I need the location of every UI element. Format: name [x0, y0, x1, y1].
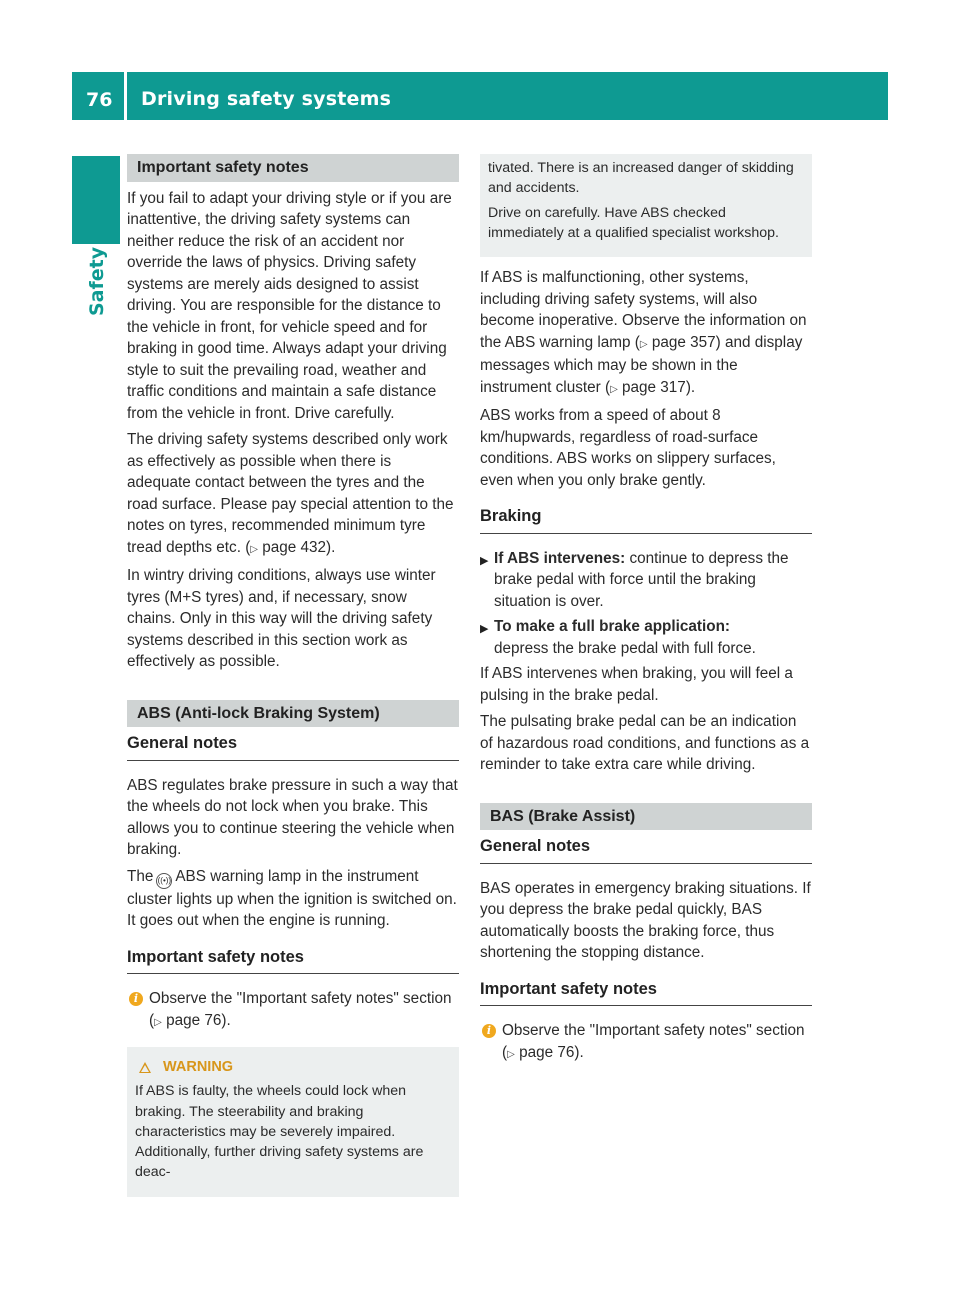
- paragraph: If ABS intervenes when braking, you will feel a pulsing in the brake pedal.: [480, 665, 793, 704]
- info-note: i Observe the "Important safety notes" section (▷ page 76).: [480, 1020, 812, 1065]
- subheading-general-notes: General notes: [127, 733, 459, 761]
- paragraph: The driving safety systems described only work as effectively as possible when there is adequate contact between the tyres and the road surface. Please pay special attention to the notes on tyres, recommended minimum tyre tread depths etc. (▷ page 432).: [127, 431, 454, 556]
- step-arrow-icon: ▶: [480, 623, 489, 636]
- warning-heading: WARNING: [135, 1057, 449, 1077]
- subheading-general-notes: General notes: [480, 836, 812, 864]
- paragraph: ABS regulates brake pressure in such a way that the wheels do not lock when you brake. This allows you to continue steering the vehicle when braking.: [127, 776, 458, 858]
- warning-text: tivated. There is an increased danger of skidding and accidents.: [488, 160, 794, 197]
- paragraph: The ((•)) ABS warning lamp in the instrument cluster lights up when the ignition is switched on. It goes out when the engine is running.: [127, 867, 457, 929]
- warning-triangle-icon: [139, 1062, 151, 1073]
- abs-warning-lamp-icon: ((•)): [156, 873, 172, 889]
- page-ref-arrow-icon: ▷: [507, 1048, 515, 1060]
- subheading-braking: Braking: [480, 506, 812, 534]
- side-tab-label: Safety: [86, 246, 108, 316]
- header-divider: [124, 72, 127, 120]
- paragraph: In wintry driving conditions, always use winter tyres (M+S tyres) and, if necessary, snow chains. Only in this way will the driving safety systems described in this section work as effectively as possible.: [127, 567, 436, 670]
- page-ref-arrow-icon: ▷: [610, 383, 618, 395]
- warning-box-continued: [480, 154, 812, 257]
- warning-text: If ABS is faulty, the wheels could lock when braking. The steerability and braking characteristics may be severely impaired. Additionally, further driving safety systems are deac-: [135, 1083, 424, 1181]
- right-column: [480, 154, 812, 1071]
- warning-box: [127, 1047, 459, 1197]
- page-ref-arrow-icon: ▷: [250, 543, 258, 555]
- instruction-step: ▶ If ABS intervenes: continue to depress the brake pedal with force until the braking situation is over.: [480, 549, 789, 610]
- paragraph: ABS works from a speed of about 8 km/hupwards, regardless of road-surface conditions. ABS works on slippery surfaces, even when you only brake gently.: [480, 407, 776, 489]
- subheading-important-safety-notes: Important safety notes: [127, 947, 459, 975]
- page-ref-link[interactable]: page 357) and display messages which may be shown in the instrument cluster (: [480, 333, 803, 396]
- info-icon: i: [482, 1024, 496, 1038]
- page-ref-link[interactable]: page 432).: [262, 538, 336, 556]
- section-title-abs: ABS (Anti-lock Braking System): [127, 700, 459, 728]
- section-title-safety-notes: Important safety notes: [127, 154, 459, 182]
- page-ref-arrow-icon: ▷: [154, 1016, 162, 1028]
- section-title-bas: BAS (Brake Assist): [480, 803, 812, 831]
- side-tab-block: [72, 156, 120, 244]
- info-icon: i: [129, 992, 143, 1006]
- page-number: 76: [86, 89, 113, 111]
- page-ref-link[interactable]: page 317).: [622, 378, 696, 396]
- warning-text: Drive on carefully. Have ABS checked immediately at a qualified specialist workshop.: [488, 204, 779, 241]
- subheading-important-safety-notes: Important safety notes: [480, 979, 812, 1007]
- page-ref-link[interactable]: page 76).: [519, 1043, 584, 1061]
- paragraph: The pulsating brake pedal can be an indication of hazardous road conditions, and functions as a reminder to take extra care while driving.: [480, 713, 810, 774]
- left-column: [127, 154, 459, 1197]
- step-arrow-icon: ▶: [480, 554, 489, 567]
- page-ref-link[interactable]: page 76).: [166, 1011, 231, 1029]
- page-ref-arrow-icon: ▷: [639, 338, 648, 350]
- instruction-step: ▶ To make a full brake application: depress the brake pedal with full force.: [480, 618, 756, 657]
- paragraph: BAS operates in emergency braking situations. If you depress the brake pedal quickly, BAS automatically boosts the braking force, thus shortening the stopping distance.: [480, 879, 811, 962]
- paragraph: If ABS is malfunctioning, other systems, including driving safety systems, will also become inoperative. Observe the information on the ABS warning lamp (▷ page 357) and display messages which may be shown in the instrument cluster (▷ page 317).: [480, 269, 807, 396]
- info-note: i Observe the "Important safety notes" section (▷ page 76).: [127, 988, 459, 1033]
- paragraph: If you fail to adapt your driving style or if you are inattentive, the driving safety systems can neither reduce the risk of an accident nor override the laws of physics. Driving safety systems are merely aids designed to assist driving. You are responsible for the distance to the vehicle in front, for vehicle speed and for braking in good time. Always adapt your driving style to suit the prevailing road, weather and traffic conditions and maintain a safe distance from the vehicle in front. Drive carefully.: [127, 189, 452, 422]
- page-title: Driving safety systems: [141, 88, 392, 110]
